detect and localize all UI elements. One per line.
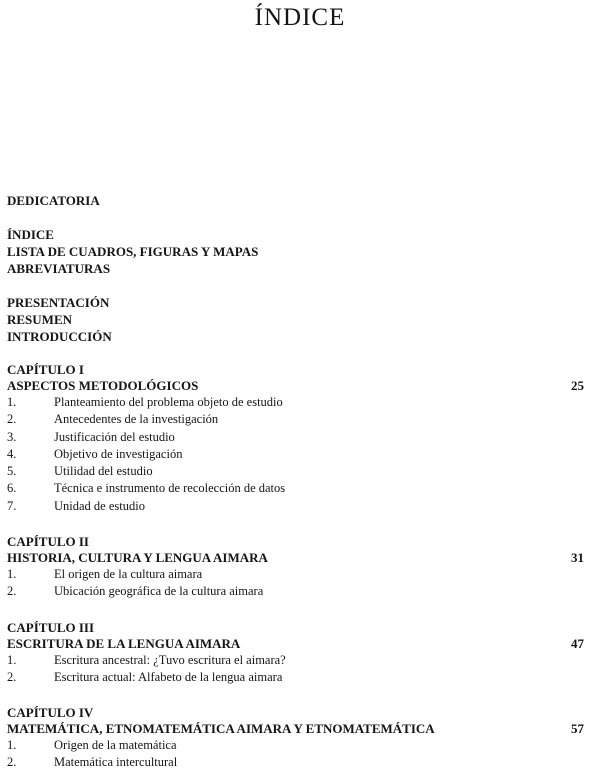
front-matter-group-2 bbox=[7, 226, 593, 277]
item-number: 2. bbox=[7, 412, 17, 427]
chapter-item-list bbox=[7, 652, 593, 687]
chapter-1 bbox=[7, 362, 593, 515]
item-text: El origen de la cultura aimara bbox=[54, 567, 203, 581]
chapter-title: MATEMÁTICA, ETNOMATEMÁTICA AIMARA Y ETNOMATEMÁTICA bbox=[7, 721, 435, 736]
list-item bbox=[7, 463, 593, 480]
item-text: Origen de la matemática bbox=[54, 738, 177, 752]
item-number: 2. bbox=[7, 755, 17, 770]
chapter-2 bbox=[7, 534, 593, 601]
item-number: 7. bbox=[7, 498, 17, 513]
chapter-heading: CAPÍTULO III bbox=[7, 620, 95, 635]
front-matter-entry: DEDICATORIA bbox=[7, 193, 100, 208]
chapter-heading: CAPÍTULO I bbox=[7, 362, 84, 377]
item-number: 1. bbox=[7, 395, 17, 409]
chapter-page-number: 47 bbox=[571, 636, 584, 651]
list-item bbox=[7, 669, 593, 686]
front-matter-group-3 bbox=[7, 294, 593, 345]
list-item bbox=[7, 737, 593, 754]
front-matter-entry: PRESENTACIÓN bbox=[7, 295, 110, 310]
front-matter-entry: LISTA DE CUADROS, FIGURAS Y MAPAS bbox=[7, 244, 259, 259]
list-item bbox=[7, 498, 593, 515]
chapter-3 bbox=[7, 620, 593, 687]
chapter-item-list bbox=[7, 394, 593, 515]
item-number: 2. bbox=[7, 670, 17, 685]
chapter-page-number: 31 bbox=[571, 550, 584, 565]
item-number: 5. bbox=[7, 464, 17, 479]
chapter-title-row bbox=[7, 721, 593, 737]
item-number: 1. bbox=[7, 567, 17, 581]
item-text: Unidad de estudio bbox=[54, 498, 145, 513]
item-number: 4. bbox=[7, 446, 17, 461]
chapter-title: ASPECTOS METODOLÓGICOS bbox=[7, 378, 199, 393]
chapter-title: HISTORIA, CULTURA Y LENGUA AIMARA bbox=[7, 550, 268, 565]
front-matter-group-1 bbox=[7, 192, 593, 209]
item-text: Matemática intercultural bbox=[54, 755, 178, 770]
item-number: 2. bbox=[7, 584, 17, 599]
list-item bbox=[7, 429, 593, 446]
item-text: Planteamiento del problema objeto de estudio bbox=[54, 395, 283, 409]
list-item bbox=[7, 394, 593, 411]
chapter-title-row bbox=[7, 550, 593, 566]
list-item bbox=[7, 480, 593, 497]
list-item bbox=[7, 652, 593, 669]
list-item bbox=[7, 446, 593, 463]
list-item bbox=[7, 583, 593, 600]
list-item bbox=[7, 411, 593, 428]
item-number: 1. bbox=[7, 653, 17, 667]
chapter-page-number: 57 bbox=[571, 721, 584, 736]
item-text: Escritura actual: Alfabeto de la lengua aimara bbox=[54, 670, 283, 685]
item-text: Ubicación geográfica de la cultura aimara bbox=[54, 584, 264, 599]
item-text: Escritura ancestral: ¿Tuvo escritura el aimara? bbox=[54, 653, 286, 667]
item-text: Utilidad del estudio bbox=[54, 464, 153, 479]
front-matter-entry: RESUMEN bbox=[7, 312, 73, 327]
chapter-title-row bbox=[7, 378, 593, 394]
chapter-item-list bbox=[7, 566, 593, 601]
chapter-heading: CAPÍTULO IV bbox=[7, 705, 94, 720]
chapter-4 bbox=[7, 705, 593, 772]
chapter-page-number: 25 bbox=[571, 378, 584, 393]
item-number: 1. bbox=[7, 738, 17, 752]
item-text: Justificación del estudio bbox=[54, 429, 175, 444]
chapter-heading: CAPÍTULO II bbox=[7, 534, 89, 549]
item-number: 3. bbox=[7, 429, 17, 444]
item-text: Objetivo de investigación bbox=[54, 446, 183, 461]
front-matter-entry: ABREVIATURAS bbox=[7, 261, 111, 276]
chapter-title: ESCRITURA DE LA LENGUA AIMARA bbox=[7, 636, 241, 651]
item-number: 6. bbox=[7, 481, 17, 496]
front-matter-entry: INTRODUCCIÓN bbox=[7, 329, 112, 344]
item-text: Técnica e instrumento de recolección de datos bbox=[54, 481, 286, 496]
item-text: Antecedentes de la investigación bbox=[54, 412, 219, 427]
chapter-title-row bbox=[7, 636, 593, 652]
page-title: ÍNDICE bbox=[254, 4, 346, 31]
front-matter-entry: ÍNDICE bbox=[7, 227, 54, 242]
list-item bbox=[7, 754, 593, 771]
chapter-item-list bbox=[7, 737, 593, 772]
list-item bbox=[7, 566, 593, 583]
